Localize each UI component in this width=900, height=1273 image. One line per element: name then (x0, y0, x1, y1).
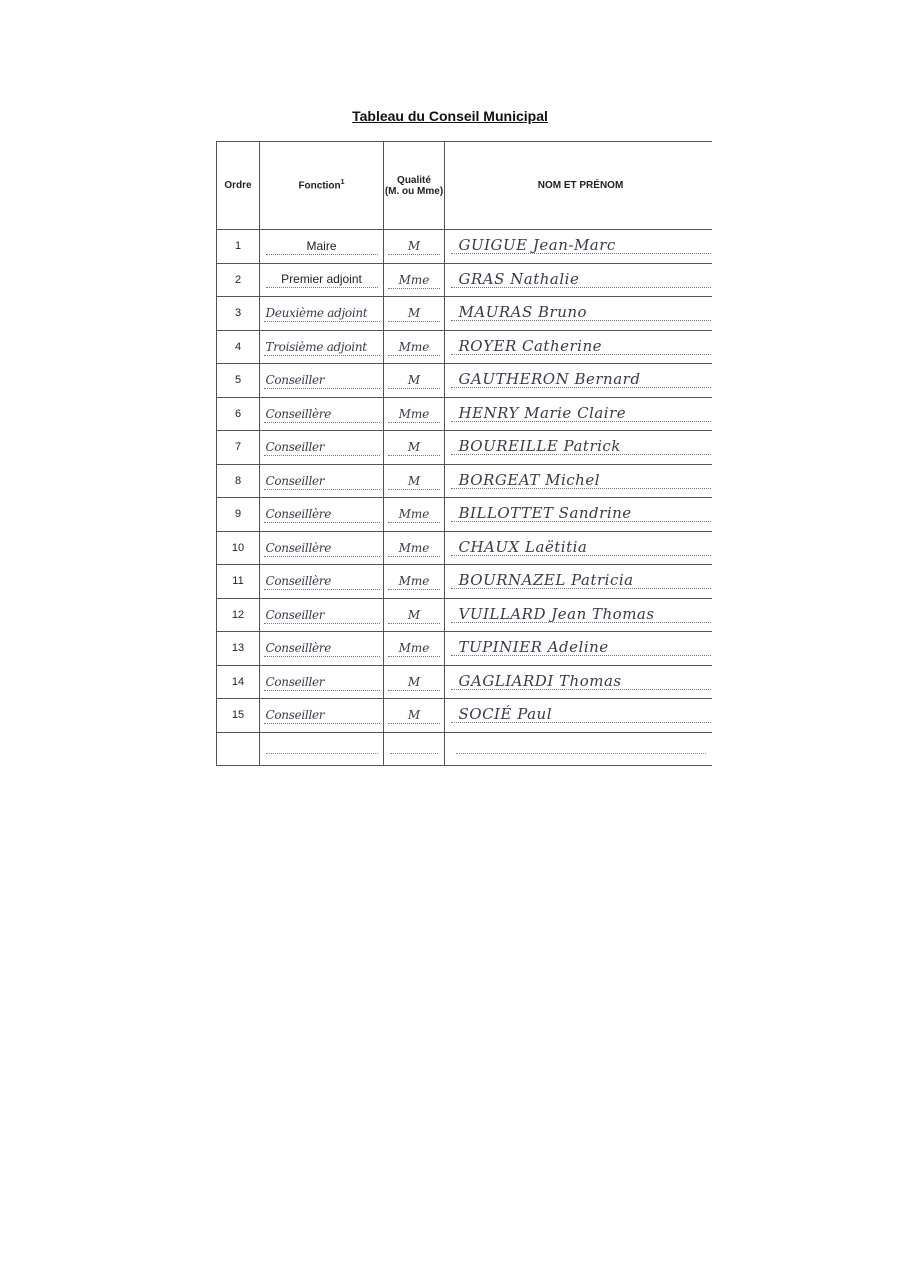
empty-cell (217, 732, 260, 766)
row-nom: GAUTHERON Bernard (451, 371, 711, 388)
row-qualite: M (388, 473, 440, 490)
empty-table-row (217, 732, 713, 766)
row-fonction-cell (260, 263, 384, 297)
row-nom: TUPINIER Adeline (451, 639, 711, 656)
row-ordre: 9 (217, 498, 260, 532)
row-nom: MAURAS Bruno (451, 304, 711, 321)
header-qualite-title: Qualité (397, 174, 431, 186)
table-row (217, 397, 713, 431)
row-qualite-cell (384, 330, 445, 364)
row-nom-cell (445, 464, 713, 498)
council-table-container (216, 141, 712, 768)
row-qualite-cell (384, 431, 445, 465)
row-nom-cell (445, 531, 713, 565)
row-nom-cell (445, 699, 713, 733)
row-nom: BOURNAZEL Patricia (451, 572, 711, 589)
row-nom-cell (445, 330, 713, 364)
row-fonction: Deuxième adjoint (264, 305, 380, 322)
table-row (217, 632, 713, 666)
row-qualite: M (388, 674, 440, 691)
row-nom-cell (445, 263, 713, 297)
row-ordre: 12 (217, 598, 260, 632)
row-fonction-cell (260, 431, 384, 465)
row-nom: BILLOTTET Sandrine (451, 505, 711, 522)
dotted-line (266, 739, 378, 754)
row-qualite-cell (384, 364, 445, 398)
table-row (217, 297, 713, 331)
row-qualite: M (388, 707, 440, 724)
row-nom: GRAS Nathalie (451, 271, 711, 288)
row-ordre: 13 (217, 632, 260, 666)
row-ordre: 3 (217, 297, 260, 331)
row-nom-cell (445, 565, 713, 599)
row-fonction-cell (260, 297, 384, 331)
row-qualite: M (388, 372, 440, 389)
row-fonction: Premier adjoint (266, 271, 378, 288)
header-qualite-subtitle: (M. ou Mme) (384, 185, 444, 197)
table-row (217, 598, 713, 632)
row-ordre: 10 (217, 531, 260, 565)
table-row (217, 665, 713, 699)
empty-cell (260, 732, 384, 766)
header-ordre: Ordre (217, 142, 260, 230)
row-ordre: 1 (217, 230, 260, 264)
row-qualite-cell (384, 531, 445, 565)
row-qualite-cell (384, 263, 445, 297)
row-fonction-cell (260, 230, 384, 264)
row-fonction: Conseillère (264, 640, 380, 657)
row-qualite-cell (384, 297, 445, 331)
row-fonction-cell (260, 464, 384, 498)
row-fonction: Conseillère (264, 573, 380, 590)
row-fonction: Maire (266, 238, 378, 255)
table-row (217, 263, 713, 297)
row-ordre: 4 (217, 330, 260, 364)
row-fonction: Conseiller (264, 607, 380, 624)
row-qualite: M (388, 238, 440, 255)
row-fonction-cell (260, 531, 384, 565)
row-qualite: M (388, 439, 440, 456)
empty-cell (445, 732, 713, 766)
row-qualite: Mme (388, 640, 440, 657)
table-row (217, 364, 713, 398)
row-qualite: M (388, 607, 440, 624)
table-row (217, 330, 713, 364)
row-nom-cell (445, 498, 713, 532)
row-nom: HENRY Marie Claire (451, 405, 711, 422)
row-qualite-cell (384, 632, 445, 666)
dotted-line (390, 739, 438, 754)
council-table (216, 141, 712, 766)
row-fonction-cell (260, 699, 384, 733)
dotted-line (456, 739, 706, 754)
row-qualite: Mme (388, 573, 440, 590)
page-title: Tableau du Conseil Municipal (352, 108, 548, 124)
row-qualite-cell (384, 665, 445, 699)
row-fonction-cell (260, 598, 384, 632)
row-qualite: Mme (388, 272, 440, 289)
row-nom-cell (445, 632, 713, 666)
row-qualite: M (388, 305, 440, 322)
row-qualite-cell (384, 565, 445, 599)
header-fonction (260, 142, 384, 230)
row-qualite-cell (384, 699, 445, 733)
row-ordre: 11 (217, 565, 260, 599)
row-nom-cell (445, 665, 713, 699)
row-nom: BOUREILLE Patrick (451, 438, 711, 455)
table-row (217, 565, 713, 599)
row-qualite-cell (384, 464, 445, 498)
row-qualite-cell (384, 397, 445, 431)
row-fonction: Conseiller (264, 674, 380, 691)
header-qualite (384, 142, 445, 230)
row-nom-cell (445, 431, 713, 465)
row-fonction-cell (260, 364, 384, 398)
row-nom: BORGEAT Michel (451, 472, 711, 489)
row-ordre: 7 (217, 431, 260, 465)
row-fonction: Conseiller (264, 473, 380, 490)
table-body (217, 230, 713, 766)
row-nom: ROYER Catherine (451, 338, 711, 355)
row-fonction-cell (260, 397, 384, 431)
row-qualite: Mme (388, 339, 440, 356)
row-nom: VUILLARD Jean Thomas (451, 606, 711, 623)
row-ordre: 5 (217, 364, 260, 398)
row-qualite-cell (384, 498, 445, 532)
row-nom: GAGLIARDI Thomas (451, 673, 711, 690)
row-nom: SOCIÉ Paul (451, 706, 711, 723)
row-qualite: Mme (388, 506, 440, 523)
row-fonction-cell (260, 565, 384, 599)
row-fonction-cell (260, 330, 384, 364)
row-nom-cell (445, 230, 713, 264)
row-qualite-cell (384, 598, 445, 632)
header-nom: NOM ET PRÉNOM (445, 142, 713, 230)
row-ordre: 15 (217, 699, 260, 733)
row-fonction-cell (260, 665, 384, 699)
row-qualite: Mme (388, 406, 440, 423)
row-nom-cell (445, 598, 713, 632)
row-ordre: 2 (217, 263, 260, 297)
table-row (217, 431, 713, 465)
table-row (217, 230, 713, 264)
row-fonction-cell (260, 632, 384, 666)
row-fonction: Conseillère (264, 540, 380, 557)
row-fonction: Conseillère (264, 506, 380, 523)
table-row (217, 699, 713, 733)
row-qualite-cell (384, 230, 445, 264)
row-fonction: Troisième adjoint (264, 339, 380, 356)
table-row (217, 531, 713, 565)
row-ordre: 6 (217, 397, 260, 431)
row-nom-cell (445, 364, 713, 398)
row-ordre: 14 (217, 665, 260, 699)
row-ordre: 8 (217, 464, 260, 498)
row-qualite: Mme (388, 540, 440, 557)
table-header-row (217, 142, 713, 230)
empty-cell (384, 732, 445, 766)
row-fonction: Conseiller (264, 372, 380, 389)
row-fonction-cell (260, 498, 384, 532)
row-fonction: Conseiller (264, 707, 380, 724)
header-fonction-label: Fonction (298, 180, 341, 192)
row-nom-cell (445, 297, 713, 331)
row-fonction: Conseillère (264, 406, 380, 423)
row-fonction: Conseiller (264, 439, 380, 456)
table-row (217, 464, 713, 498)
row-nom: GUIGUE Jean-Marc (451, 237, 711, 254)
row-nom-cell (445, 397, 713, 431)
table-row (217, 498, 713, 532)
row-nom: CHAUX Laëtitia (451, 539, 711, 556)
footnote-marker: 1 (340, 179, 345, 187)
